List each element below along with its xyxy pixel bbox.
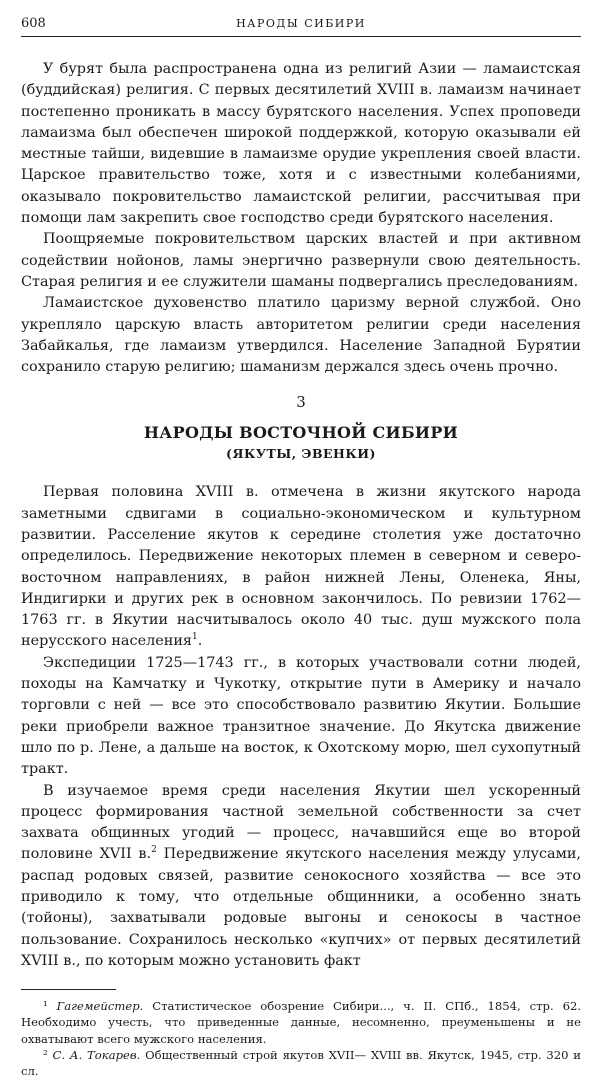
- footnote-ref: 2: [151, 845, 157, 856]
- page-number: 608: [21, 16, 46, 31]
- paragraph-text: В изучаемое время среди населения Якутии шел ускоренный процесс формирования частной земельной собственности за счет захвата общинных угодий — процесс, начавшийся еще во второй половине XVII в.: [21, 782, 581, 863]
- paragraph: [21, 781, 581, 973]
- paragraph: Поощряемые покровительством царских властей и при активном содействии нойонов, ламы энергично развернули свою деятельность. Старая религия и ее служители шаманы подвергались преследованиям.: [21, 231, 581, 290]
- footnote-text: Общественный строй якутов XVII— XVIII вв. Якутск, 1945, стр. 320 и сл.: [21, 1048, 581, 1079]
- footnote-divider: [21, 989, 116, 990]
- main-text: [21, 59, 581, 972]
- footnote-marker: ¹: [43, 999, 48, 1014]
- paragraph-text: Первая половина XVIII в. отмечена в жизни якутского народа заметными сдвигами в социально-экономическом и культурном развитии. Расселение якутов к середине столетия уже достаточно определилось. Передвижение некоторых племен в северном и северо-восточном направлениях, в район нижней Лены, Оленека, Яны, Индигирки и других рек в основном закончилось. По ревизии 1762—1763 гг. в Якутии насчитывалось около 40 тыс. душ мужского пола нерусского населения: [21, 484, 581, 650]
- footnote-text: Статистическое обозрение Сибири..., ч. II. СПб., 1854, стр. 62. Необходимо учесть, что приведенные данные, несомненно, преуменьшены и не охватывают всего мужского населения.: [21, 999, 582, 1046]
- page-header: [21, 14, 581, 37]
- footnote: [21, 998, 581, 1047]
- paragraph: Первая половина XVIII в. отмечена в жизни якутского народа заметными сдвигами в социально-экономическом и культурном развитии. Расселение якутов к середине столетия уже достаточно определилось. Передвижение некоторых племен в северном и северо-восточном направлениях, в район нижней Лены, Оленека, Яны, Индигирки и других рек в основном закончилось. По ревизии 1762—1763 гг. в Якутии насчитывалось около 40 тыс. душ мужского пола нерусского населения$^1$.: [21, 484, 581, 650]
- running-title: НАРОДЫ СИБИРИ: [236, 17, 366, 30]
- section-title: НАРОДЫ ВОСТОЧНОЙ СИБИРИ: [143, 422, 459, 442]
- section-subtitle: (ЯКУТЫ, ЭВЕНКИ): [226, 446, 376, 462]
- section-number: 3: [296, 393, 306, 412]
- paragraph: Экспедиции 1725—1743 гг., в которых участвовали сотни людей, походы на Камчатку и Чукотку, открытие пути в Америку и начало торговли с ней — все это способствовало развитию Якутии. Большие реки приобрели важное транзитное значение. До Якутска движение шло по р. Лене, а дальше на восток, к Охотскому морю, шел сухопутный тракт.: [21, 654, 581, 778]
- paragraph-text: Передвижение якутского населения между улусами, распад родовых связей, развитие сенокосного хозяйства — все это приводило к тому, что отдельные общинники, а особенно знать (тойоны), захватывали родовые выгоны и сенокосы в частное пользование. Сохранилось несколько «купчих» от первых десятилетий XVIII в., по которым можно установить факт: [21, 846, 581, 969]
- footnote-marker: ²: [43, 1048, 48, 1063]
- footnotes: [21, 998, 581, 1079]
- footnote-ref: 1: [192, 632, 198, 643]
- paragraph: Ламаистское духовенство платило царизму верной службой. Оно укрепляло царскую власть авторитетом религии среди населения Забайкалья, где ламаизм утвердился. Население Западной Бурятии сохранило старую религию; шаманизм держался здесь очень прочно.: [21, 295, 581, 376]
- book-page: [21, 14, 581, 1080]
- paragraph: У бурят была распространена одна из религий Азии — ламаистская (буддийская) религия. С первых десятилетий XVIII в. ламаизм начинает постепенно проникать в массу бурятского населения. Успех проповеди ламаизма был обеспечен широкой поддержкой, которую оказывали ей местные тайши, видевшие в ламаизме орудие укрепления своей власти. Царское правительство тоже, хотя и с известными колебаниями, оказывало покровительство ламаистской религии, рассчитывая при помощи лам закрепить свое господство среди бурятского населения.: [21, 61, 581, 227]
- footnote-author: Гагемейстер.: [56, 999, 144, 1014]
- footnote: [21, 1047, 581, 1080]
- footnote-author: С. А. Токарев.: [52, 1048, 141, 1063]
